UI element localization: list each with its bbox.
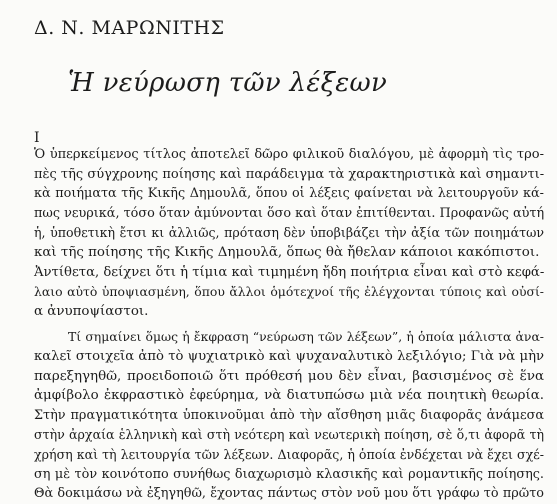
text-line: παρεξηγηθῶ, προειδοποιῶ ὅτι πρόθεσή μου δὲν εἶναι, βασισμένος σὲ ἕνα — [34, 368, 544, 384]
body-text — [34, 145, 544, 504]
text-line: λαιο αὐτὸ ὑποψιασμένη, ὅπου ἄλλοι ὁμότεχνοί τῆς ἐλέγχονται τύποις καὶ οὐσί- — [34, 284, 544, 300]
text-line: πὲς τῆς σύγχρονης ποίησης καὶ παράδειγμα τὰ χαρακτηριστικὰ καὶ σημαντι- — [34, 166, 545, 182]
text-line: χρήση καὶ τὴ λειτουργία τῶν λέξεων. Διαφορᾶς, ἡ ὁποία ἐνδέχεται νὰ ἔχει σχέ- — [34, 446, 544, 462]
author-header: Δ. Ν. ΜΑΡΩΝΙΤΗΣ — [34, 17, 225, 39]
text-line: Ἀντίθετα, δείχνει ὅτι ἡ τίμια καὶ τιμημένη ἤδη ποιήτρια εἶναι καὶ στὸ κεφά- — [34, 264, 545, 280]
text-line: καλεῖ στοιχεῖα ἀπὸ τὸ ψυχιατρικὸ καὶ ψυχαναλυτικὸ λεξιλόγιο; Γιὰ νὰ μὴν — [34, 348, 544, 364]
paragraph-1 — [34, 145, 544, 321]
text-line: Στὴν πραγματικότητα ὑποκινοῦμαι ἀπὸ τὴν αἴσθηση μιᾶς διαφορᾶς ἀνάμεσα — [34, 407, 544, 423]
text-line: ση μὲ τὸν κοινότοπο συνήθως διαχωρισμὸ κλασικῆς καὶ ρομαντικῆς ποίησης. — [34, 466, 544, 482]
text-line: καὶ τῆς ποίησης τῆς Κικῆς Δημουλᾶ, ὅπως θὰ ἤθελαν κάποιοι κακόπιστοι. — [34, 244, 540, 260]
section-number: I — [34, 130, 40, 146]
text-line: Τί σημαίνει ὅμως ἡ ἔκφραση “νεύρωση τῶν λέξεων”, ἡ ὁποία μάλιστα ἀνα- — [68, 329, 544, 345]
text-line: ἀμφίβολο ἐκφραστικὸ ἐφεύρημα, νὰ διατυπώσω μιὰ νέα ποιητικὴ θεωρία. — [34, 388, 544, 404]
text-line: α ἀνυποψίαστοι. — [34, 303, 149, 319]
text-line: πως νευρικά, τόσο ὅταν ἀμύνονται ὅσο καὶ ὅταν ἐπιτίθενται. Προφανῶς αὐτή — [34, 205, 545, 221]
text-line: Ὁ ὑπερκείμενος τίτλος ἀποτελεῖ δῶρο φιλικοῦ διαλόγου, μὲ ἀφορμὴ τὶς τρο- — [34, 147, 544, 162]
text-line: Θὰ δοκιμάσω νὰ ἐξηγηθῶ, ἔχοντας πάντως στὸν νοῦ μου ὅτι γράφω τὸ πρῶτο — [34, 486, 544, 502]
paragraph-2 — [34, 327, 544, 503]
text-line: ἡ, ὑποθετικὴ ἔτσι κι ἀλλιῶς, πρόταση δὲν ὑποβιβάζει τὴν ἀξία τῶν ποιημάτων — [34, 225, 544, 241]
text-line: κὰ ποιήματα τῆς Κικῆς Δημουλᾶ, ὅπου οἱ λέξεις φαίνεται νὰ λειτουργοῦν κά- — [34, 186, 544, 202]
text-line: στὴν ἀρχαία ἑλληνικὴ καὶ στὴ νεότερη καὶ νεωτερικὴ ποίηση, σὲ ὅ,τι ἀφορᾶ τὴ — [34, 427, 544, 443]
essay-title: Ἡ νεύρωση τῶν λέξεων — [68, 68, 388, 98]
